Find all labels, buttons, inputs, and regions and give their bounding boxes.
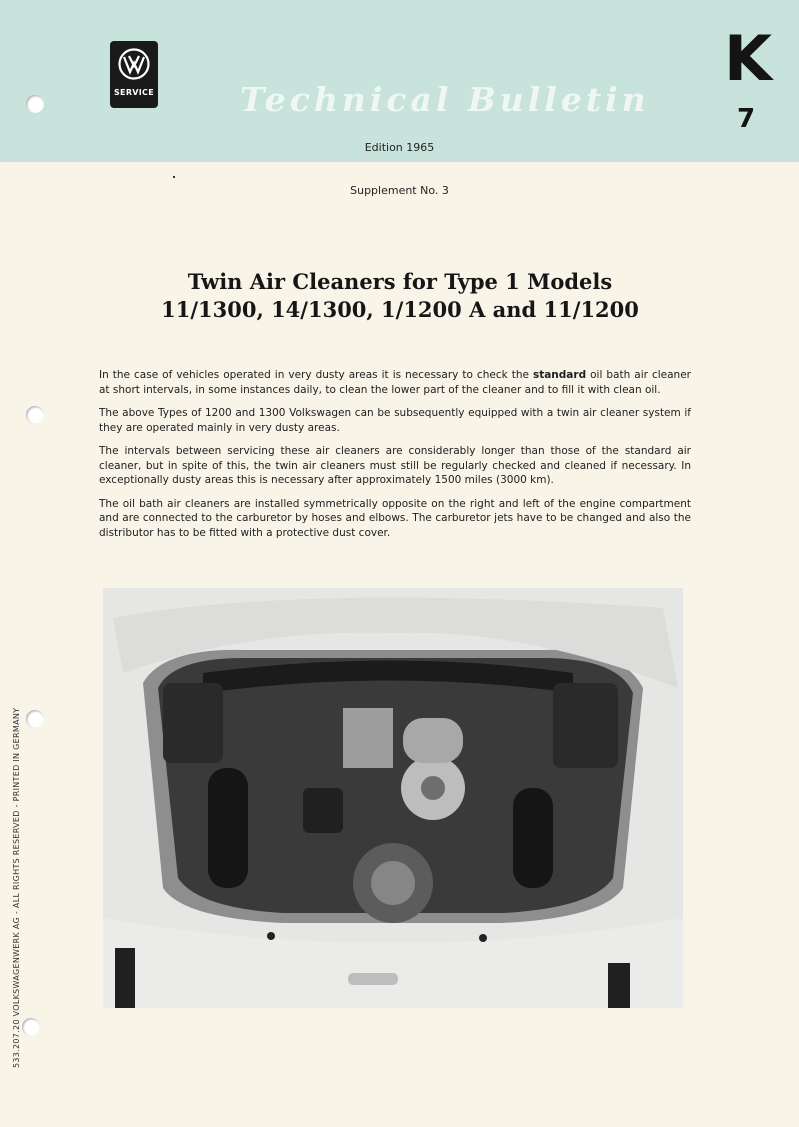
- print-mark: [173, 176, 175, 178]
- edition-label: Edition 1965: [364, 141, 435, 154]
- paragraph-1: [99, 368, 691, 397]
- punch-hole: [26, 406, 44, 424]
- document-title: [120, 268, 680, 324]
- paragraph-1-emphasis: standard: [532, 369, 587, 381]
- paragraph-4: The oil bath air cleaners are installed symmetrically opposite on the right and left of the engine compartment and are connected to the carburetor by hoses and elbows. The carburetor jets have to be changed and also the distributor has to be fitted with a protective dust cover.: [99, 497, 691, 539]
- section-letter: K: [724, 22, 773, 95]
- logo-label: SERVICE: [114, 88, 154, 97]
- punch-hole: [26, 95, 44, 113]
- vw-logo-icon: [110, 41, 158, 108]
- paragraph-2: The above Types of 1200 and 1300 Volkswagen can be subsequently equipped with a twin air cleaner system if they are operated mainly in very dusty areas.: [99, 407, 691, 434]
- paragraph-1-start: In the case of vehicles operated in very dusty areas it is necessary to check the: [99, 369, 533, 381]
- imprint-text: 533.207.20 VOLKSWAGENWERK AG - ALL RIGHTS RESERVED - PRINTED IN GERMANY: [12, 707, 21, 1068]
- punch-hole: [22, 1018, 40, 1036]
- title-line-2: 11/1300, 14/1300, 1/1200 A and 11/1200: [161, 297, 639, 322]
- paragraph-1-end: oil bath air cleaner at short intervals, in some instances daily, to clean the lower part of the cleaner and to fill it with clean oil.: [99, 369, 691, 396]
- section-number: 7: [737, 104, 756, 134]
- supplement-label: Supplement No. 3: [350, 184, 449, 197]
- title-line-1: Twin Air Cleaners for Type 1 Models: [187, 269, 613, 294]
- paragraph-3: The intervals between servicing these air cleaners are considerably longer than those of the standard air cleaner, but in spite of this, the twin air cleaners must still be regularly checked and cleaned if necessary. In exceptionally dusty areas this is necessary after approximately 1500 miles (3000 km).: [99, 445, 691, 486]
- bulletin-title: Technical Bulletin: [240, 80, 650, 119]
- punch-hole: [26, 710, 44, 728]
- body-text: [99, 368, 691, 549]
- engine-compartment-photo: [103, 588, 683, 1008]
